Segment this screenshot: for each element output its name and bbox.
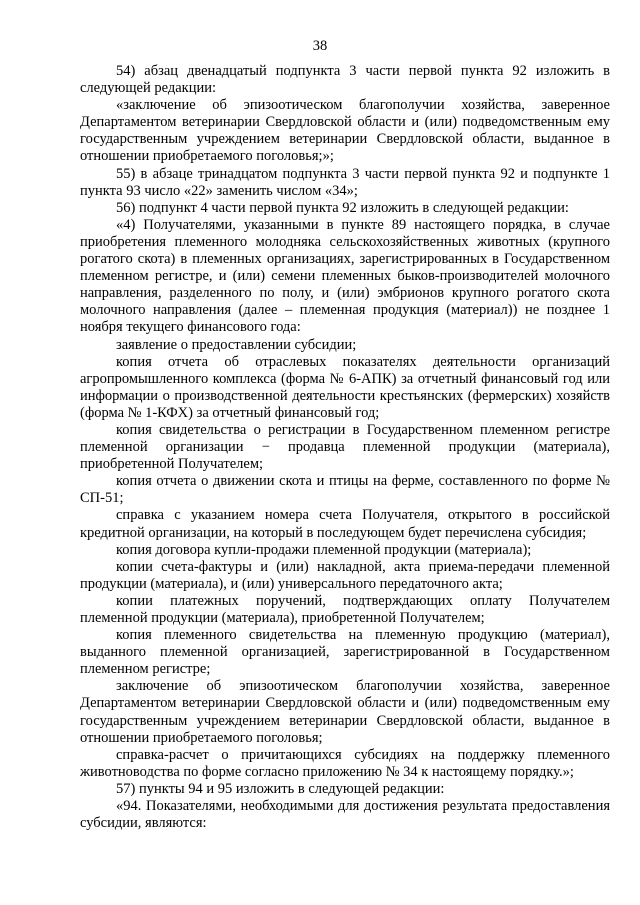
paragraph-item-56: 56) подпункт 4 части первой пункта 92 изложить в следующей редакции: [116, 199, 569, 216]
paragraph-breeding-certificate: копия племенного свидетельства на племенную продукцию (материал), выданного племенной организацией, зарегистрированной в Государственном племенном регистре; [80, 627, 610, 678]
paragraph-sale-contract: копия договора купли-продажи племенной продукции (материала); [116, 541, 532, 558]
paragraph-item-54: 54) абзац двенадцатый подпункта 3 части первой пункта 92 изложить в следующей редакции: [80, 63, 610, 97]
paragraph-livestock-report: копия отчета о движении скота и птицы на ферме, составленного по форме № СП-51; [80, 473, 610, 507]
paragraph-subitem-4: «4) Получателями, указанными в пункте 89 настоящего порядка, в случае приобретения племенного молодняка сельскохозяйственных животных (крупного рогатого скота) в племенных организациях, зарегистрированных в Государственном племенном регистре, и (или) семени племенных быков-производителей молочного направления, разделенного по полу, и (или) эмбрионов крупного рогатого скота молочного направления (далее – племенная продукция (материал)) не позднее 1 ноября текущего финансового года: [80, 216, 610, 336]
paragraph-item-55: 55) в абзаце тринадцатом подпункта 3 части первой пункта 92 и подпункте 1 пункта 93 число «22» заменить числом «34»; [80, 165, 610, 199]
paragraph-vet-conclusion: заключение об эпизоотическом благополучии хозяйства, заверенное Департаментом ветеринарии Свердловской области и (или) подведомственным ему государственным учреждением ветеринарии Свердловской области, выданное в отношении приобретаемого поголовья; [80, 678, 610, 746]
paragraph-item-57: 57) пункты 94 и 95 изложить в следующей редакции: [116, 780, 445, 797]
document-body [80, 63, 610, 832]
paragraph-invoice-copies: копии счета-фактуры и (или) накладной, акта приема-передачи племенной продукции (материала), и (или) универсального передаточного акта; [80, 558, 610, 592]
page-number: 38 [312, 38, 328, 54]
paragraph-payment-orders: копии платежных поручений, подтверждающих оплату Получателем племенной продукции (материала), приобретенной Получателем; [80, 592, 610, 626]
paragraph-item-94: «94. Показателями, необходимыми для достижения результата предоставления субсидии, являются: [80, 798, 610, 832]
paragraph-bank-certificate: справка с указанием номера счета Получателя, открытого в российской кредитной организации, на который в последующем будет перечислена субсидия; [80, 507, 610, 541]
paragraph-quote-vet-conclusion: «заключение об эпизоотическом благополучии хозяйства, заверенное Департаментом ветеринарии Свердловской области и (или) подведомственным ему государственным учреждением ветеринарии Свердловской области, выданное в отношении приобретаемого поголовья;»; [80, 97, 610, 165]
paragraph-registry-certificate: копия свидетельства о регистрации в Государственном племенном регистре племенной организации − продавца племенной продукции (материала), приобретенной Получателем; [80, 421, 610, 473]
paragraph-application: заявление о предоставлении субсидии; [116, 336, 357, 353]
paragraph-report-copy: копия отчета об отраслевых показателях деятельности организаций агропромышленного комплекса (форма № 6-АПК) за отчетный финансовый год или информации о производственной деятельности крестьянских (фермерских) хозяйств (форма № 1-КФХ) за отчетный финансовый год; [80, 353, 610, 421]
paragraph-subsidy-calculation: справка-расчет о причитающихся субсидиях на поддержку племенного животноводства по форме согласно приложению № 34 к настоящему порядку.»; [80, 746, 610, 780]
